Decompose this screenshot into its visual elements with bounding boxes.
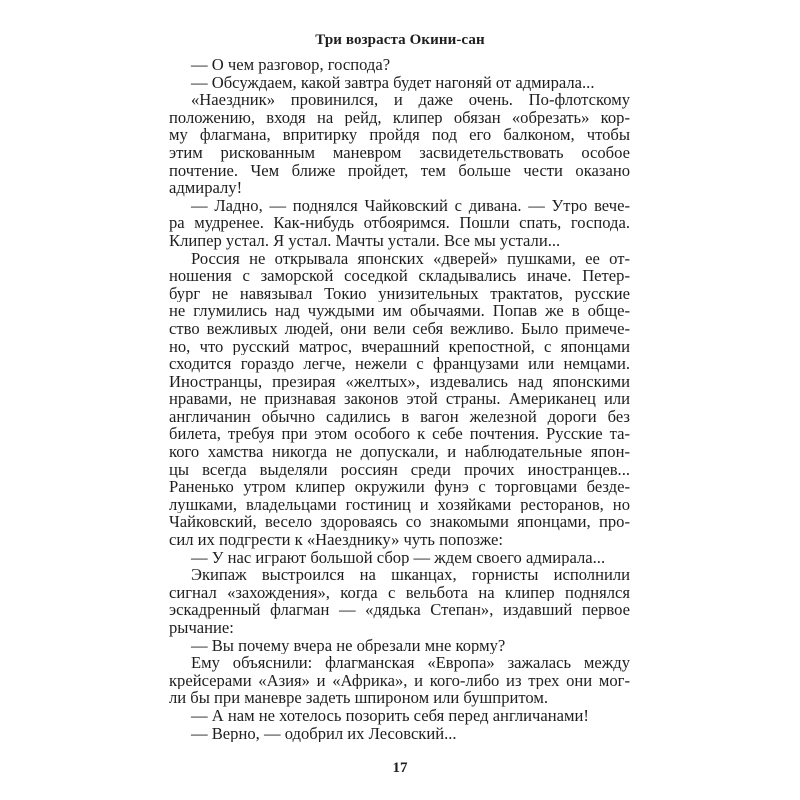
- text-line: му флагмана, впритирку пройдя под его балконом, чтобы: [169, 126, 630, 144]
- text-line: — А нам не хотелось позорить себя перед англичанами!: [191, 706, 589, 725]
- text-line: ношения с заморской соседкой складывались иначе. Петер-: [169, 267, 630, 285]
- text-line: сигнал «захождения», когда с вельбота на клипер поднялся: [169, 583, 630, 602]
- text-line: лушками, владельцами гостиниц и хозяйками ресторанов, но: [169, 495, 630, 514]
- text-line: — Ладно, — поднялся Чайковский с дивана. — Утро вече-: [191, 196, 630, 215]
- text-line: Ему объяснили: флагманская «Европа» зажалась между: [191, 654, 630, 672]
- text-line: не глумились над чуждыми им обычаями. Попав же в обще-: [169, 302, 630, 320]
- text-line: нравами, не признавая законов этой страны. Американец или: [169, 390, 630, 408]
- text-line: Россия не открывала японских «дверей» пушками, ее от-: [191, 249, 630, 268]
- text-line: Иностранцы, презирая «желтых», издевались над японскими: [169, 372, 630, 391]
- text-line: билета, требуя при этом особого к себе почтения. Русские та-: [169, 425, 630, 444]
- text-line: — У нас играют большой сбор — ждем своего адмирала...: [191, 548, 606, 567]
- text-line: Раненько утром клипер окружили фунэ с торговцами безде-: [169, 478, 630, 496]
- page-number: 17: [392, 760, 408, 776]
- text-line: этим рискованным маневром засвидетельствовать особое: [169, 143, 630, 162]
- text-line: Экипаж выстроился на шканцах, горнисты исполнили: [191, 566, 630, 584]
- text-line: цы всегда выделяли россиян среди прочих иностранцев...: [169, 460, 630, 479]
- text-line: — Верно, — одобрил их Лесовский...: [191, 724, 457, 743]
- text-line: сходится гораздо легче, нежели с французами или немцами.: [169, 355, 630, 373]
- text-line: Чайковский, весело здороваясь со знакомыми японцами, про-: [169, 513, 630, 532]
- text-line: почтение. Чем ближе пройдет, тем больше чести оказано: [169, 161, 630, 180]
- text-line: ра мудренее. Как-нибудь отбояримся. Пошли спать, господа.: [169, 214, 630, 232]
- text-line: положению, входя на рейд, клипер обязан «обрезать» кор-: [169, 108, 630, 127]
- text-line: кого хамства никогда не допускали, и наблюдательные япон-: [169, 443, 630, 461]
- text-line: рычание:: [169, 619, 234, 637]
- text-line: бург не навязывал Токио унизительных трактатов, русские: [169, 284, 630, 303]
- text-line: — Обсуждаем, какой завтра будет нагоняй от адмирала...: [191, 73, 595, 92]
- running-head: Три возраста Окини-сан: [315, 32, 485, 48]
- text-line: но, что русский матрос, вчерашний крепостной, с японцами: [169, 337, 630, 356]
- text-line: — Вы почему вчера не обрезали мне корму?: [191, 636, 506, 655]
- body-text: [169, 56, 630, 742]
- text-line: эскадренный флагман — «дядька Степан», издавший первое: [169, 601, 630, 619]
- text-line: ли бы при маневре задеть шпироном или бушпритом.: [169, 689, 549, 707]
- text-line: крейсерами «Азия» и «Африка», и кого-либо из трех они мог-: [169, 671, 630, 690]
- text-line: англичанин обычно садились в вагон железной дороги без: [169, 407, 630, 426]
- text-line: адмиралу!: [169, 179, 243, 197]
- text-line: ство вежливых людей, они вели себя вежливо. Было примече-: [169, 319, 630, 338]
- text-line: сил их подгрести к «Наезднику» чуть попозже:: [169, 531, 503, 549]
- text-line: Клипер устал. Я устал. Мачты устали. Все мы устали...: [169, 231, 561, 250]
- text-line: — О чем разговор, господа?: [191, 56, 391, 74]
- text-line: «Наездник» провинился, и даже очень. По-флотскому: [191, 91, 630, 109]
